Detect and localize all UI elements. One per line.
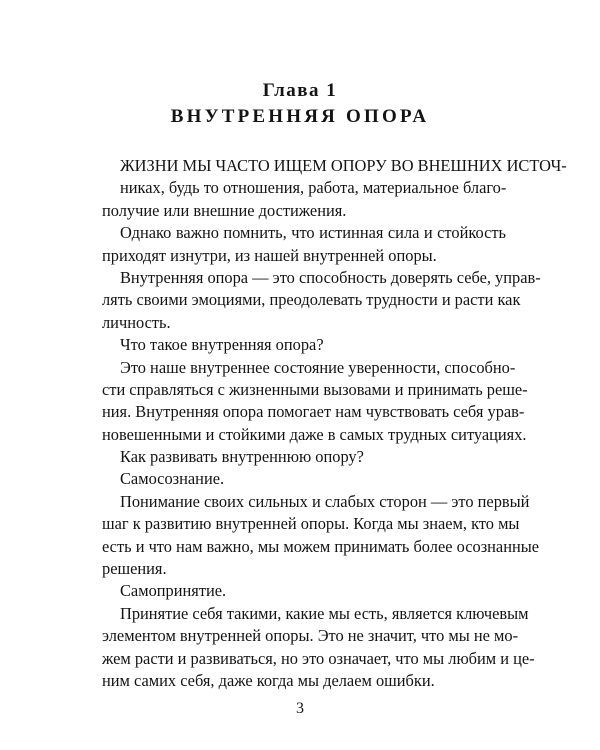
chapter-label: Глава 1 [262, 80, 338, 101]
section-heading: Как развивать внутреннюю опору? [120, 447, 364, 466]
text-line: Принятие себя такими, какие мы есть, является ключевым [120, 604, 529, 623]
text-line: ним самих себя, даже когда мы делаем ошибки. [102, 671, 435, 690]
subsection-heading: Самопринятие. [120, 581, 227, 600]
text-line: Внутренняя опора — это способность доверять себе, управ- [120, 268, 541, 287]
section-heading: Что такое внутренняя опора? [120, 335, 324, 354]
text-line: Понимание своих сильных и слабых сторон — это первый [120, 492, 530, 511]
text-line: есть и что нам важно, мы можем принимать более осознанные [102, 537, 540, 556]
subsection-heading: Самосознание. [120, 469, 225, 488]
text-line: личность. [102, 313, 171, 332]
text-line: Однако важно помнить, что истинная сила и стойкость [120, 223, 506, 242]
text-line: никах, будь то отношения, работа, материальное благо- [120, 178, 507, 197]
text-line: новешенными и стойкими даже в самых трудных ситуациях. [102, 425, 527, 444]
text-line: ния. Внутренняя опора помогает нам чувствовать себя урав- [102, 402, 525, 421]
text-line: получие или внешние достижения. [102, 201, 347, 220]
text-line: шаг к развитию внутренней опоры. Когда мы знаем, кто мы [102, 514, 520, 533]
page-number: 3 [296, 700, 304, 717]
text-line: сти справляться с жизненными вызовами и принимать реше- [102, 380, 528, 399]
text-line: решения. [102, 559, 167, 578]
text-line: приходят изнутри, из нашей внутренней опоры. [102, 246, 437, 265]
chapter-title: ВНУТРЕННЯЯ ОПОРА [170, 106, 430, 127]
text-line: элементом внутренней опоры. Это не значит, что мы не мо- [102, 626, 519, 645]
text-line: Это наше внутреннее состояние уверенности, способно- [120, 358, 516, 377]
text-line: жем расти и развиваться, но это означает, что мы любим и це- [102, 649, 535, 668]
text-line: лять своими эмоциями, преодолевать трудности и расти как [102, 290, 521, 309]
text-line: ЖИЗНИ МЫ ЧАСТО ИЩЕМ ОПОРУ ВО ВНЕШНИХ ИСТОЧ- [120, 156, 567, 175]
